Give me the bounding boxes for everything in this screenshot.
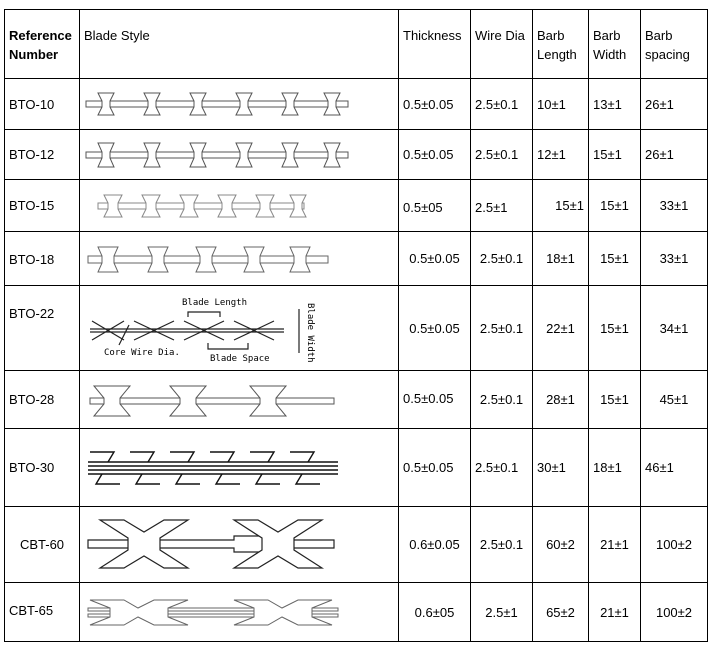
- blade-bto-30-drawing: [84, 430, 398, 506]
- core-wire-dia-label: Core Wire Dia.: [104, 347, 180, 358]
- header-reference-number: Reference Number: [5, 10, 80, 79]
- barb-spacing-cell: 33±1: [641, 232, 708, 286]
- wire-dia-cell: 2.5±0.1: [471, 130, 533, 180]
- barb-width-cell: 15±1: [589, 130, 641, 180]
- thickness-cell: 0.5±0.05: [399, 286, 471, 371]
- blade-bto-12-drawing: [84, 131, 398, 179]
- barb-width-cell: 21±1: [589, 583, 641, 642]
- wire-dia-cell: 2.5±0.1: [471, 232, 533, 286]
- header-barb-length: Barb Length: [533, 10, 589, 79]
- barb-width-cell: 15±1: [589, 371, 641, 429]
- table-row: [5, 371, 708, 429]
- header-wire-dia: Wire Dia: [471, 10, 533, 79]
- wire-dia-cell: 2.5±0.1: [471, 371, 533, 429]
- ref-cell: BTO-12: [5, 130, 80, 180]
- thickness-cell: 0.5±0.05: [399, 79, 471, 130]
- header-blade-style: Blade Style: [80, 10, 399, 79]
- blade-style-cell: [80, 429, 399, 507]
- blade-bto-22-diagram: [84, 287, 398, 370]
- barb-length-cell: 10±1: [533, 79, 589, 130]
- barb-length-cell: 30±1: [533, 429, 589, 507]
- blade-style-cell: [80, 180, 399, 232]
- barb-spacing-cell: 46±1: [641, 429, 708, 507]
- barb-length-cell: 28±1: [533, 371, 589, 429]
- header-row: [5, 10, 708, 79]
- razor-wire-spec-table: [4, 9, 708, 642]
- blade-style-cell: [80, 507, 399, 583]
- barb-spacing-cell: 100±2: [641, 583, 708, 642]
- ref-cell: CBT-65: [5, 583, 80, 642]
- barb-width-cell: 21±1: [589, 507, 641, 583]
- blade-style-cell: [80, 371, 399, 429]
- wire-dia-cell: 2.5±1: [471, 583, 533, 642]
- thickness-cell: 0.5±0.05: [399, 232, 471, 286]
- blade-bto-15-drawing: [84, 181, 398, 231]
- header-barb-width: Barb Width: [589, 10, 641, 79]
- blade-bto-28-drawing: [84, 372, 398, 428]
- ref-cell: CBT-60: [5, 507, 80, 583]
- table-row: [5, 180, 708, 232]
- wire-dia-cell: 2.5±0.1: [471, 286, 533, 371]
- barb-spacing-cell: 100±2: [641, 507, 708, 583]
- blade-cbt-65-drawing: [84, 584, 398, 641]
- table-row: [5, 583, 708, 642]
- thickness-cell: 0.5±0.05: [399, 371, 471, 429]
- thickness-cell: 0.6±05: [399, 583, 471, 642]
- barb-spacing-cell: 45±1: [641, 371, 708, 429]
- table-row: [5, 429, 708, 507]
- ref-cell: BTO-10: [5, 79, 80, 130]
- thickness-cell: 0.5±0.05: [399, 429, 471, 507]
- table-row: [5, 286, 708, 371]
- blade-style-cell: [80, 130, 399, 180]
- header-thickness: Thickness: [399, 10, 471, 79]
- blade-bto-18-drawing: [84, 233, 398, 285]
- wire-dia-cell: 2.5±0.1: [471, 79, 533, 130]
- barb-width-cell: 15±1: [589, 232, 641, 286]
- blade-bto-10-drawing: [84, 79, 398, 129]
- blade-cbt-60-drawing: [84, 508, 398, 582]
- table-row: [5, 130, 708, 180]
- barb-length-cell: 15±1: [533, 180, 589, 232]
- blade-space-label: Blade Space: [210, 353, 270, 364]
- table-row: [5, 507, 708, 583]
- blade-style-cell: [80, 232, 399, 286]
- barb-spacing-cell: 26±1: [641, 79, 708, 130]
- wire-dia-cell: 2.5±0.1: [471, 429, 533, 507]
- barb-width-cell: 15±1: [589, 180, 641, 232]
- barb-length-cell: 18±1: [533, 232, 589, 286]
- blade-style-cell: [80, 79, 399, 130]
- header-barb-spacing: Barb spacing: [641, 10, 708, 79]
- table-row: [5, 232, 708, 286]
- table-row: [5, 79, 708, 130]
- barb-length-cell: 60±2: [533, 507, 589, 583]
- blade-style-cell: [80, 286, 399, 371]
- barb-length-cell: 22±1: [533, 286, 589, 371]
- barb-spacing-cell: 33±1: [641, 180, 708, 232]
- barb-width-cell: 15±1: [589, 286, 641, 371]
- barb-length-cell: 65±2: [533, 583, 589, 642]
- ref-cell: BTO-28: [5, 371, 80, 429]
- barb-width-cell: 18±1: [589, 429, 641, 507]
- thickness-cell: 0.5±05: [399, 180, 471, 232]
- ref-cell: BTO-30: [5, 429, 80, 507]
- barb-length-cell: 12±1: [533, 130, 589, 180]
- barb-spacing-cell: 26±1: [641, 130, 708, 180]
- thickness-cell: 0.5±0.05: [399, 130, 471, 180]
- barb-width-cell: 13±1: [589, 79, 641, 130]
- ref-cell: BTO-15: [5, 180, 80, 232]
- ref-cell: BTO-22: [5, 286, 80, 371]
- blade-length-label: Blade Length: [182, 297, 248, 308]
- barb-spacing-cell: 34±1: [641, 286, 708, 371]
- blade-width-label: Blade Width: [305, 302, 315, 363]
- wire-dia-cell: 2.5±1: [471, 180, 533, 232]
- thickness-cell: 0.6±0.05: [399, 507, 471, 583]
- wire-dia-cell: 2.5±0.1: [471, 507, 533, 583]
- ref-cell: BTO-18: [5, 232, 80, 286]
- blade-style-cell: [80, 583, 399, 642]
